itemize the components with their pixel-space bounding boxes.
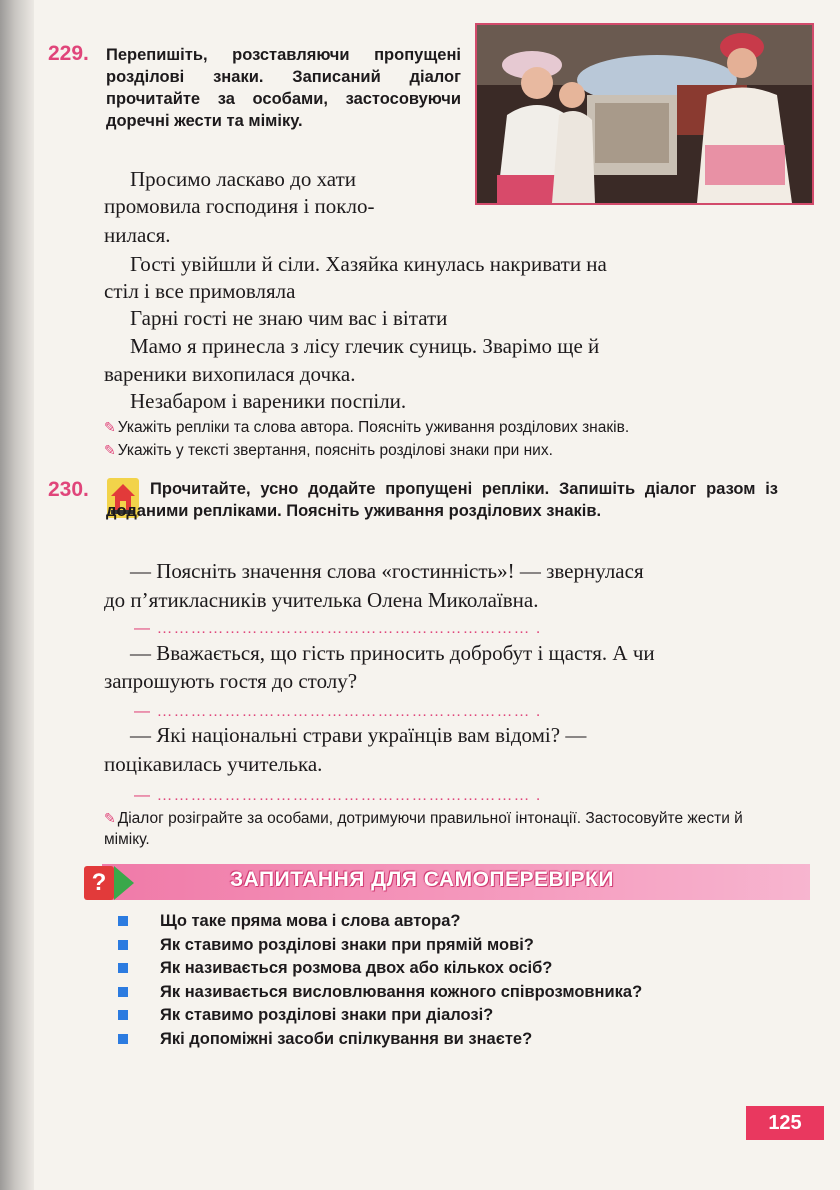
question-text: Як називається розмова двох або кількох осіб? — [160, 959, 553, 977]
self-check-title: ЗАПИТАННЯ ДЛЯ САМОПЕРЕВІРКИ — [230, 868, 614, 891]
question-text: Як називається висловлювання кожного співрозмовника? — [160, 982, 643, 1001]
ex230-blank-reply-3: — ………………………………………………………… . — [134, 787, 542, 804]
bullet-icon — [118, 987, 128, 997]
list-item — [160, 934, 642, 958]
ex229-note-2-text: Укажіть у тексті звертання, поясніть розділові знаки при них. — [117, 442, 553, 459]
exercise-230-task: Прочитайте, усно додайте пропущені репліки. Запишіть діалог разом із доданими репліками. Поясніть уживання розділових знаків. — [106, 480, 778, 520]
pencil-icon: ✎ — [104, 442, 116, 458]
ex230-blank-reply-1: — ………………………………………………………… . — [134, 620, 542, 637]
pencil-icon: ✎ — [104, 419, 116, 435]
ex229-line-2: промовила господиня і покло- — [104, 194, 375, 218]
bullet-icon — [118, 1034, 128, 1044]
self-check-questions — [160, 910, 642, 1051]
ex230-blank-reply-2: — ………………………………………………………… . — [134, 703, 542, 720]
page-number: 125 — [746, 1106, 824, 1140]
ex230-note-text: Діалог розіграйте за особами, дотримуючи правильної інтонації. Застосовуйте жести й міміку. — [104, 810, 743, 848]
ex229-line-1: Просимо ласкаво до хати — [130, 167, 356, 191]
exercise-230-number: 230. — [48, 478, 89, 501]
list-item — [160, 910, 642, 934]
ex229-note-2 — [104, 440, 553, 461]
bullet-icon — [118, 1010, 128, 1020]
bullet-icon — [118, 963, 128, 973]
ex230-line-6: поцікавилась учителька. — [104, 752, 323, 776]
question-text: Як ставимо розділові знаки при діалозі? — [160, 1006, 494, 1024]
bullet-icon — [118, 940, 128, 950]
list-item — [160, 1004, 642, 1028]
bullet-icon — [118, 916, 128, 926]
ex230-line-4: запрошують гостя до столу? — [104, 669, 358, 693]
question-icon: ? — [84, 866, 114, 900]
photo-illustration — [477, 25, 812, 203]
ex230-line-1: — Поясніть значення слова «гостинність»! — звернулася — [130, 559, 644, 583]
question-text: Які допоміжні засоби спілкування ви знаєте? — [160, 1029, 533, 1048]
ex229-line-8: вареники вихопилася дочка. — [104, 362, 356, 386]
ex229-line-3: нилася. — [104, 223, 171, 247]
self-check-banner — [102, 864, 810, 900]
arrow-right-icon — [114, 866, 134, 900]
ex230-line-3: — Вважається, що гість приносить добробут і щастя. А чи — [130, 641, 655, 665]
ex229-line-9: Незабаром і вареники поспіли. — [130, 389, 407, 413]
ex229-note-1-text: Укажіть репліки та слова автора. Поясніть уживання розділових знаків. — [117, 419, 630, 436]
book-spine-shadow — [0, 0, 34, 1190]
ex229-line-6: Гарні гості не знаю чим вас і вітати — [130, 306, 448, 330]
ex230-line-2: до п’ятикласників учителька Олена Миколаївна. — [104, 588, 539, 612]
list-item — [160, 981, 642, 1005]
ex230-note — [104, 808, 778, 850]
list-item — [160, 957, 642, 981]
list-item — [160, 1028, 642, 1052]
exercise-229-number: 229. — [48, 42, 89, 65]
textbook-page — [34, 0, 840, 1190]
ex229-line-4: Гості увійшли й сіли. Хазяйка кинулась накривати на — [130, 252, 607, 276]
pencil-icon: ✎ — [104, 810, 116, 826]
ex229-line-7: Мамо я принесла з лісу глечик суниць. Зварімо ще й — [130, 334, 600, 358]
question-text: Як ставимо розділові знаки при прямій мові? — [160, 935, 534, 954]
exercise-229-task: Перепишіть, розставляючи пропущені розділові знаки. Записаний діалог прочитайте за особами, застосовуючи доречні жести та міміку. — [106, 46, 461, 130]
hospitality-photo — [475, 23, 814, 205]
ex229-line-5: стіл і все примовляла — [104, 279, 296, 303]
ex230-line-5: — Які національні страви українців вам відомі? — — [130, 723, 587, 747]
ex229-note-1 — [104, 417, 629, 438]
question-text: Що таке пряма мова і слова автора? — [160, 912, 461, 930]
